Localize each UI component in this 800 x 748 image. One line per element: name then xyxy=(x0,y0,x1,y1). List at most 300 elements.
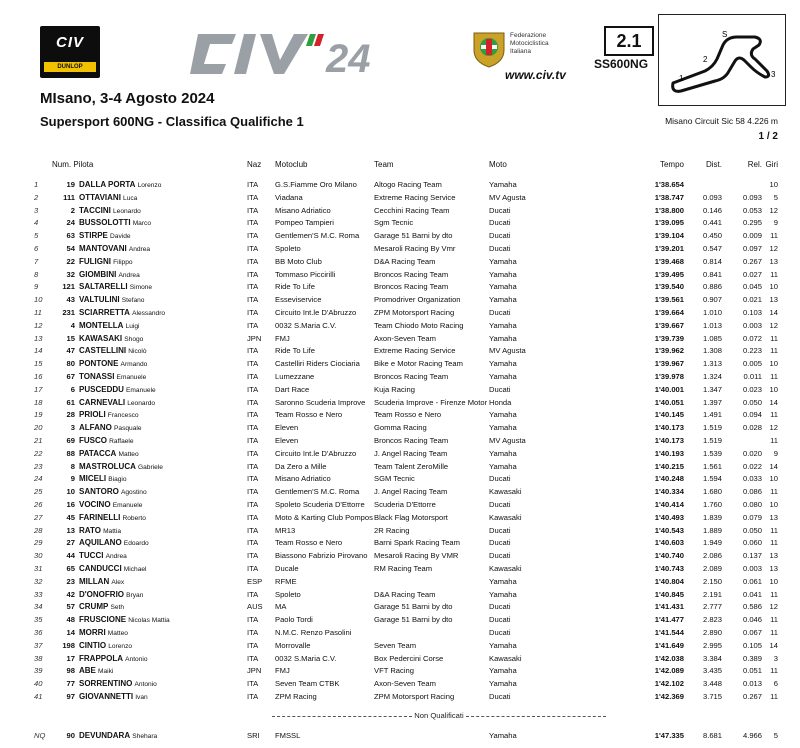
bike: Yamaha xyxy=(489,269,517,279)
nation: ITA xyxy=(247,615,259,625)
lap-time: 1'38.654 xyxy=(654,180,684,189)
rider-number: 77 xyxy=(66,679,75,689)
rider-firstname: Shehara xyxy=(132,733,158,740)
motoclub: Team Rosso e Nero xyxy=(275,410,343,420)
rider-number: 15 xyxy=(66,333,75,343)
gap-to-previous: 0.021 xyxy=(742,295,762,305)
rider-surname: FUSCO xyxy=(79,436,107,445)
position: 11 xyxy=(34,308,42,317)
position: 25 xyxy=(34,487,43,497)
gap-to-first: 0.093 xyxy=(702,192,722,202)
rider-name xyxy=(79,231,243,240)
gap-to-previous: 0.586 xyxy=(742,602,762,612)
rider-number: 16 xyxy=(66,500,75,509)
team: Altogo Racing Team xyxy=(374,180,442,189)
position: 12 xyxy=(34,320,43,330)
gap-to-previous: 0.041 xyxy=(742,589,762,599)
rider-firstname: Roberto xyxy=(122,514,146,522)
position: 39 xyxy=(34,666,43,676)
rider-number: 61 xyxy=(66,397,75,407)
turn-label: S xyxy=(722,30,728,39)
gap-to-first: 1.308 xyxy=(702,346,722,356)
rider-surname: RATO xyxy=(79,525,101,535)
rider-surname: D'ONOFRIO xyxy=(79,589,125,599)
nation: ITA xyxy=(247,679,259,689)
gap-to-first: 1.324 xyxy=(702,372,722,381)
category-label: SS600NG xyxy=(594,57,649,71)
rider-number: 97 xyxy=(66,692,75,701)
nation: ITA xyxy=(247,269,259,279)
bike: Yamaha xyxy=(489,295,517,305)
rider-name xyxy=(79,641,243,650)
team: Gomma Racing xyxy=(374,423,427,433)
position: 41 xyxy=(34,692,43,701)
rider-name xyxy=(79,295,243,304)
website-url[interactable]: www.civ.tv xyxy=(505,68,566,82)
lap-time: 1'40.001 xyxy=(654,384,684,394)
position: 26 xyxy=(34,500,43,509)
laps: 13 xyxy=(769,551,778,561)
rider-surname: CRUMP xyxy=(79,602,109,612)
lap-time: 1'42.102 xyxy=(654,679,684,689)
gap-to-first: 2.150 xyxy=(702,576,722,586)
position: 30 xyxy=(34,551,43,561)
gap-to-first: 1.397 xyxy=(702,397,722,407)
rider-name xyxy=(79,385,243,394)
nation: ITA xyxy=(247,628,259,637)
position: 10 xyxy=(34,295,43,305)
position: 13 xyxy=(34,333,43,343)
gap-to-first: 1.519 xyxy=(702,436,722,445)
position: 14 xyxy=(34,346,43,356)
lap-time: 1'38.747 xyxy=(654,192,684,202)
rider-surname: SALTARELLI xyxy=(79,282,128,292)
team: Extreme Racing Service xyxy=(374,192,456,202)
nation: ITA xyxy=(247,474,259,484)
rider-firstname: Alessandro xyxy=(132,310,166,317)
rider-number: 65 xyxy=(66,564,75,573)
rider-name xyxy=(79,244,243,253)
rider-firstname: Filippo xyxy=(113,258,133,266)
rider-surname: VOCINO xyxy=(79,500,111,509)
laps: 14 xyxy=(769,461,778,471)
team: Team Chiodo Moto Racing xyxy=(374,320,464,330)
rider-number: 4 xyxy=(70,320,75,330)
rider-firstname: Stefano xyxy=(121,297,145,305)
team: Team Rosso e Nero xyxy=(374,410,442,420)
nation: ITA xyxy=(247,538,259,548)
nation: ITA xyxy=(247,487,259,497)
rider-name xyxy=(79,551,243,560)
gap-to-previous: 0.094 xyxy=(742,410,762,420)
lap-time: 1'42.089 xyxy=(654,666,684,676)
rider-number: 27 xyxy=(66,538,75,548)
gap-to-first: 0.146 xyxy=(702,205,722,215)
nation: ITA xyxy=(247,397,259,407)
motoclub: Paolo Tordi xyxy=(275,615,313,625)
rider-number: 19 xyxy=(66,180,75,189)
rider-number: 17 xyxy=(66,653,75,663)
rider-firstname: Nicolò xyxy=(128,348,147,356)
laps: 11 xyxy=(770,410,778,420)
gap-to-previous: 0.020 xyxy=(742,448,762,458)
col-num-pilota: Num. Pilota xyxy=(52,160,94,169)
gap-to-first: 2.777 xyxy=(702,602,722,612)
lap-time: 1'47.335 xyxy=(654,731,684,740)
bike: Kawasaki xyxy=(489,564,522,573)
bike: Yamaha xyxy=(489,576,517,586)
position: 7 xyxy=(34,256,39,266)
motoclub: G.S.Fiamme Oro Milano xyxy=(275,180,357,189)
rider-number: 9 xyxy=(70,474,75,484)
laps: 12 xyxy=(769,423,778,433)
rider-surname: FRUSCIONE xyxy=(79,615,127,625)
rider-firstname: Marco xyxy=(132,220,152,228)
gap-to-previous: 0.003 xyxy=(742,564,762,573)
rider-number: 6 xyxy=(70,384,75,394)
gap-to-first: 1.680 xyxy=(702,487,722,497)
rider-name xyxy=(79,590,243,599)
rider-surname: SORRENTINO xyxy=(79,679,133,689)
gap-to-first: 2.086 xyxy=(702,551,722,561)
gap-to-previous: 0.067 xyxy=(742,628,762,637)
position: 5 xyxy=(34,231,39,241)
rider-firstname: Bryan xyxy=(126,591,144,599)
rider-surname: MANTOVANI xyxy=(79,244,127,253)
bike: Ducati xyxy=(489,538,511,548)
motoclub: Lumezzane xyxy=(275,372,315,381)
gap-to-previous: 0.028 xyxy=(742,423,762,433)
lap-time: 1'39.561 xyxy=(654,295,684,305)
gap-to-first: 2.089 xyxy=(702,564,722,573)
motoclub: Viadana xyxy=(275,192,303,202)
rider-surname: MICELI xyxy=(79,474,107,484)
rider-name xyxy=(79,270,243,279)
motoclub: Gentlemen'S M.C. Roma xyxy=(275,231,360,241)
lap-time: 1'39.201 xyxy=(654,244,684,253)
gap-to-previous: 0.013 xyxy=(742,679,762,689)
motoclub: Ride To Life xyxy=(275,346,315,356)
civ24-logo xyxy=(190,30,400,78)
team: VFT Racing xyxy=(374,666,414,676)
rider-firstname: Andrea xyxy=(128,246,151,253)
rider-number: 2 xyxy=(70,205,75,215)
fmi-line-1: Federazione xyxy=(510,32,547,39)
bike: Yamaha xyxy=(489,666,517,676)
gap-to-first: 1.949 xyxy=(702,538,722,548)
laps: 11 xyxy=(770,525,778,535)
nation: ITA xyxy=(247,372,259,381)
bike: Ducati xyxy=(489,692,511,701)
rider-number: 10 xyxy=(66,487,75,497)
rider-firstname: Raffaele xyxy=(109,438,134,445)
gap-to-first: 1.347 xyxy=(702,384,722,394)
position: 6 xyxy=(34,244,39,253)
position: 8 xyxy=(34,269,39,279)
rider-firstname: Armando xyxy=(120,361,148,369)
position: 9 xyxy=(34,282,39,292)
nation: ITA xyxy=(247,448,259,458)
bike: Yamaha xyxy=(489,679,517,689)
gap-to-first: 1.889 xyxy=(702,525,722,535)
col-rel: Rel. xyxy=(747,160,762,169)
nation: ITA xyxy=(247,423,259,433)
lap-time: 1'40.603 xyxy=(654,538,684,548)
gap-to-previous: 0.105 xyxy=(742,640,762,650)
laps: 11 xyxy=(770,372,778,381)
rider-surname: DALLA PORTA xyxy=(79,180,136,189)
rider-firstname: Matteo xyxy=(107,630,128,637)
motoclub: RFME xyxy=(275,576,297,586)
team: J. Angel Racing Team xyxy=(374,448,448,458)
rider-firstname: Andrea xyxy=(118,271,140,279)
laps: 11 xyxy=(770,487,778,497)
laps: 11 xyxy=(770,538,778,548)
position: 37 xyxy=(34,640,43,650)
motoclub: Eleven xyxy=(275,436,299,445)
nation: JPN xyxy=(247,666,262,676)
gap-to-first: 1.313 xyxy=(702,359,722,369)
laps: 11 xyxy=(770,666,778,676)
rider-firstname: Edoardo xyxy=(123,540,149,548)
rider-surname: OTTAVIANI xyxy=(79,192,121,202)
nation: ITA xyxy=(247,564,259,573)
rider-firstname: Davide xyxy=(110,233,131,241)
nation: SRI xyxy=(247,731,260,740)
turn-label: 2 xyxy=(703,55,708,64)
rider-firstname: Michael xyxy=(123,566,147,573)
team: SGM Tecnic xyxy=(374,474,415,484)
lap-time: 1'40.743 xyxy=(654,564,684,573)
rider-firstname: Ivan xyxy=(135,694,148,701)
rider-surname: TACCINI xyxy=(79,205,111,215)
team: Broncos Racing Team xyxy=(374,282,449,292)
position: 19 xyxy=(34,410,43,420)
civ-logo-text: CIV xyxy=(55,34,84,51)
motoclub: BB Moto Club xyxy=(275,256,322,266)
rider-number: 45 xyxy=(66,512,75,522)
rider-name xyxy=(79,602,243,611)
position: 36 xyxy=(34,628,43,637)
rider-surname: FULIGNI xyxy=(79,256,111,266)
laps: 13 xyxy=(769,512,778,522)
col-naz: Naz xyxy=(247,160,262,169)
circuit-info: Misano Circuit Sic 58 4.226 m xyxy=(665,116,778,126)
gap-to-previous: 0.072 xyxy=(742,333,762,343)
motoclub: 0032 S.Maria C.V. xyxy=(275,320,337,330)
motoclub: Spoleto xyxy=(275,589,301,599)
gap-to-previous: 4.966 xyxy=(742,731,762,740)
team: Black Flag Motorsport xyxy=(374,512,448,522)
bike: Yamaha xyxy=(489,461,517,471)
bike: Kawasaki xyxy=(489,487,522,497)
lap-time: 1'40.543 xyxy=(654,525,684,535)
gap-to-previous: 0.009 xyxy=(742,231,762,241)
team: Garage 51 Barni by dto xyxy=(374,602,453,612)
gap-to-first: 2.191 xyxy=(702,589,722,599)
position: 20 xyxy=(34,423,43,433)
laps: 12 xyxy=(769,320,778,330)
team: Cecchini Racing Team xyxy=(374,205,450,215)
rider-name xyxy=(79,398,243,407)
rider-surname: MILLAN xyxy=(79,576,110,586)
position: 32 xyxy=(34,576,43,586)
rider-surname: CARNEVALI xyxy=(79,397,126,407)
rider-surname: CASTELLINI xyxy=(79,346,127,356)
laps: 11 xyxy=(770,436,778,445)
rider-number: 121 xyxy=(62,282,75,292)
team: Box Pedercini Corse xyxy=(374,653,444,663)
gap-to-first: 0.886 xyxy=(702,282,722,292)
rider-name xyxy=(79,334,243,343)
bike: Yamaha xyxy=(489,423,517,433)
rider-name xyxy=(79,487,243,496)
col-moto: Moto xyxy=(489,160,507,169)
bike: Ducati xyxy=(489,628,511,637)
laps: 14 xyxy=(769,640,778,650)
nation: ITA xyxy=(247,512,259,522)
rider-firstname: Leonardo xyxy=(112,207,141,215)
gap-to-previous: 0.137 xyxy=(742,551,762,561)
rider-firstname: Matteo xyxy=(118,450,139,458)
lap-time: 1'39.095 xyxy=(654,218,684,228)
nation: JPN xyxy=(247,333,262,343)
gap-to-first: 1.013 xyxy=(702,320,722,330)
rider-firstname: Francesco xyxy=(107,412,139,420)
bike: MV Agusta xyxy=(489,192,526,202)
rider-name xyxy=(79,359,243,368)
lap-time: 1'40.215 xyxy=(654,461,684,471)
lap-time: 1'39.739 xyxy=(654,333,684,343)
gap-to-first: 0.441 xyxy=(702,218,722,228)
non-qualified-label: Non Qualificati xyxy=(414,711,464,720)
bike: Ducati xyxy=(489,500,511,509)
gap-to-previous: 0.051 xyxy=(742,666,762,676)
gap-to-first: 1.539 xyxy=(702,448,722,458)
position: 33 xyxy=(34,589,43,599)
rider-name xyxy=(79,449,243,458)
position: 27 xyxy=(34,512,43,522)
rider-name xyxy=(79,372,243,381)
rider-name xyxy=(79,308,243,317)
nation: ITA xyxy=(247,551,259,561)
lap-time: 1'40.145 xyxy=(654,410,684,420)
rider-firstname: Lorenzo xyxy=(137,182,162,189)
motoclub: Pompeo Tampieri xyxy=(275,218,334,228)
bike: Yamaha xyxy=(489,731,517,740)
rider-name xyxy=(79,206,243,215)
gap-to-first: 3.384 xyxy=(702,653,722,663)
rider-number: 48 xyxy=(66,615,75,625)
rider-name xyxy=(79,679,243,688)
gap-to-first: 2.823 xyxy=(702,615,722,625)
rider-surname: ALFANO xyxy=(79,423,112,433)
gap-to-first: 3.448 xyxy=(702,679,722,689)
non-qualified-separator xyxy=(224,711,654,720)
fmi-line-2: Motociclistica xyxy=(510,40,549,47)
laps: 5 xyxy=(773,731,778,740)
motoclub: Spoleto Scuderia D'Ettorre xyxy=(275,500,365,509)
gap-to-previous: 0.050 xyxy=(742,525,762,535)
nation: ITA xyxy=(247,244,259,253)
motoclub: Gentlemen'S M.C. Roma xyxy=(275,487,360,497)
laps: 11 xyxy=(770,692,778,701)
rider-number: 23 xyxy=(66,576,75,586)
lap-time: 1'40.193 xyxy=(654,448,684,458)
motoclub: Morrovalle xyxy=(275,640,311,650)
dunlop-logo: DUNLOP xyxy=(44,62,96,72)
gap-to-previous: 0.027 xyxy=(742,269,762,279)
motoclub: Da Zero a Mille xyxy=(275,461,327,471)
gap-to-first: 0.841 xyxy=(702,269,722,279)
laps: 10 xyxy=(769,180,778,189)
bike: Ducati xyxy=(489,205,511,215)
rider-name xyxy=(79,526,243,535)
position: 2 xyxy=(34,192,39,202)
laps: 10 xyxy=(769,500,778,509)
lap-time: 1'41.477 xyxy=(654,615,684,625)
lap-time: 1'40.334 xyxy=(654,487,684,497)
rider-firstname: Nicolas Mattia xyxy=(128,617,170,625)
rider-surname: TUCCI xyxy=(79,551,104,561)
team: Mesaroli Racing By Vmr xyxy=(374,244,456,253)
bike: Ducati xyxy=(489,602,511,612)
gap-to-first: 2.890 xyxy=(702,628,722,637)
col-dist: Dist. xyxy=(706,160,722,169)
rider-name xyxy=(79,346,243,355)
motoclub: Seven Team CTBK xyxy=(275,679,340,689)
gap-to-previous: 0.223 xyxy=(742,346,762,356)
position: 23 xyxy=(34,461,43,471)
rider-number: 69 xyxy=(66,436,75,445)
gap-to-previous: 0.103 xyxy=(742,308,762,317)
svg-text:24: 24 xyxy=(326,37,371,78)
gap-to-previous: 0.045 xyxy=(742,282,762,292)
laps: 12 xyxy=(769,244,778,253)
motoclub: Spoleto xyxy=(275,244,301,253)
team: 2R Racing xyxy=(374,525,410,535)
nation: ITA xyxy=(247,308,259,317)
nation: ITA xyxy=(247,653,259,663)
position: 40 xyxy=(34,679,43,689)
gap-to-first: 1.760 xyxy=(702,500,722,509)
lap-time: 1'42.369 xyxy=(654,692,684,701)
lap-time: 1'39.978 xyxy=(654,372,684,381)
team: Bike e Motor Racing Team xyxy=(374,359,463,369)
rider-name xyxy=(79,257,243,266)
gap-to-first: 1.085 xyxy=(702,333,722,343)
rider-firstname: Leonardo xyxy=(127,399,156,407)
rider-number: 32 xyxy=(66,269,75,279)
nation: ITA xyxy=(247,231,259,241)
team: Kuja Racing xyxy=(374,384,415,394)
team: Garage 51 Barni by dto xyxy=(374,615,453,625)
rider-name xyxy=(79,577,243,586)
laps: 14 xyxy=(769,397,778,407)
lap-time: 1'40.248 xyxy=(654,474,684,484)
rider-surname: VALTULINI xyxy=(79,295,120,305)
rider-name xyxy=(79,538,243,547)
laps: 12 xyxy=(769,205,778,215)
rider-number: 67 xyxy=(66,372,75,381)
lap-time: 1'39.664 xyxy=(654,308,684,317)
motoclub: Biassono Fabrizio Pirovano xyxy=(275,551,368,561)
laps: 11 xyxy=(770,615,778,625)
rider-surname: FARINELLI xyxy=(79,512,121,522)
team: RM Racing Team xyxy=(374,564,433,573)
rider-number: 3 xyxy=(70,423,75,433)
bike: Yamaha xyxy=(489,282,517,292)
